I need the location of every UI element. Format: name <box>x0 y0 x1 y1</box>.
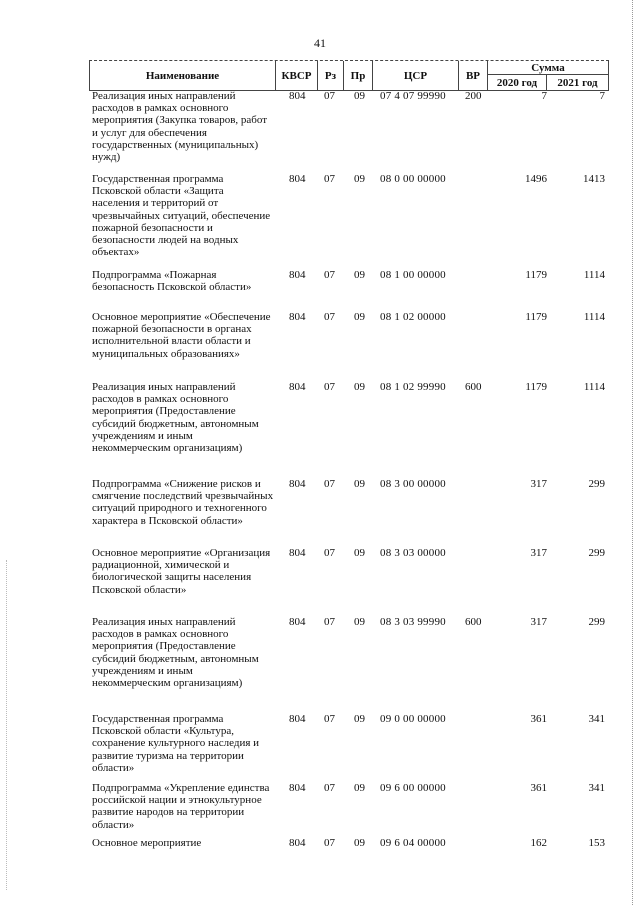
row-kvsr: 804 <box>289 311 306 323</box>
row-kvsr: 804 <box>289 837 306 849</box>
page-number: 41 <box>314 36 326 50</box>
row-2021: 299 <box>588 478 605 490</box>
row-csr: 09 0 00 00000 <box>380 713 446 725</box>
row-name: Подпрограмма «Снижение рисков и смягчение последствий чрезвычайных ситуаций природного и техногенного характера в Псковской области» <box>92 478 274 527</box>
row-name: Основное мероприятие «Обеспечение пожарной безопасности в органах исполнительной власти области и муниципальных образованиях» <box>92 311 271 360</box>
row-csr: 08 0 00 00000 <box>380 173 446 185</box>
row-pr: 09 <box>354 782 365 794</box>
row-pr: 09 <box>354 837 365 849</box>
table-row <box>0 547 640 616</box>
row-2021: 1114 <box>583 311 605 323</box>
row-rz: 07 <box>324 616 335 628</box>
row-rz: 07 <box>324 90 335 102</box>
row-rz: 07 <box>324 269 335 281</box>
row-name: Основное мероприятие <box>92 837 202 849</box>
row-pr: 09 <box>354 547 365 559</box>
table-row <box>0 837 640 857</box>
row-name: Подпрограмма «Укрепление единства российской нации и этнокультурное развитие народов на территории области» <box>92 782 270 831</box>
row-kvsr: 804 <box>289 90 306 102</box>
row-kvsr: 804 <box>289 547 306 559</box>
row-csr: 08 1 00 00000 <box>380 269 446 281</box>
row-name: Реализация иных направлений расходов в рамках основного мероприятия (Предоставление субсидий бюджетным, автономным учреждениям и иным некоммерческим организациям) <box>92 616 259 690</box>
row-name: Реализация иных направлений расходов в рамках основного мероприятия (Предоставление субсидий бюджетным, автономным учреждениям и иным некоммерческим организациям) <box>92 381 259 455</box>
row-pr: 09 <box>354 713 365 725</box>
row-2020: 317 <box>530 478 547 490</box>
header-year-2020: 2020 год <box>488 75 547 90</box>
row-name: Реализация иных направлений расходов в рамках основного мероприятия (Закупка товаров, работ и услуг для обеспечения государственных (муниципальных) нужд) <box>92 90 268 164</box>
table-row <box>0 90 640 173</box>
table-row <box>0 616 640 713</box>
row-kvsr: 804 <box>289 173 306 185</box>
row-name: Основное мероприятие «Организация радиационной, химической и биологической защиты населения Псковской области» <box>92 547 271 596</box>
row-csr: 07 4 07 99990 <box>380 90 446 102</box>
row-2020: 361 <box>530 782 547 794</box>
table-row <box>0 269 640 311</box>
row-2020: 7 <box>541 90 547 102</box>
row-2021: 341 <box>588 782 605 794</box>
row-2020: 361 <box>530 713 547 725</box>
header-csr: ЦСР <box>373 61 459 90</box>
row-2020: 162 <box>530 837 547 849</box>
row-2021: 299 <box>588 547 605 559</box>
header-vr: ВР <box>459 61 488 90</box>
row-rz: 07 <box>324 173 335 185</box>
header-pr: Пр <box>344 61 373 90</box>
row-2021: 153 <box>588 837 605 849</box>
table-row <box>0 381 640 478</box>
header-sum: Сумма <box>488 61 609 75</box>
row-2020: 1179 <box>525 269 547 281</box>
header-year-2021: 2021 год <box>547 75 609 90</box>
row-2020: 317 <box>530 547 547 559</box>
row-kvsr: 804 <box>289 616 306 628</box>
table-row <box>0 713 640 782</box>
row-pr: 09 <box>354 173 365 185</box>
row-rz: 07 <box>324 713 335 725</box>
row-name: Государственная программа Псковской области «Культура, сохранение культурного наследия и развитие туризма на территории области» <box>92 713 260 774</box>
row-2021: 1114 <box>583 381 605 393</box>
row-name: Государственная программа Псковской области «Защита населения и территорий от чрезвычайных ситуаций, обеспечение пожарной безопасности и безопасности людей на водных объектах» <box>92 173 271 259</box>
row-kvsr: 804 <box>289 269 306 281</box>
row-csr: 08 1 02 00000 <box>380 311 446 323</box>
row-pr: 09 <box>354 269 365 281</box>
row-csr: 09 6 00 00000 <box>380 782 446 794</box>
row-pr: 09 <box>354 90 365 102</box>
table-body <box>0 90 640 857</box>
scan-edge-right <box>632 0 633 905</box>
row-pr: 09 <box>354 381 365 393</box>
row-2020: 1179 <box>525 311 547 323</box>
row-2021: 7 <box>599 90 605 102</box>
row-2020: 317 <box>530 616 547 628</box>
header-name: Наименование <box>90 61 276 90</box>
row-2021: 1413 <box>583 173 605 185</box>
row-rz: 07 <box>324 837 335 849</box>
row-rz: 07 <box>324 547 335 559</box>
row-kvsr: 804 <box>289 782 306 794</box>
header-kvsr: КВСР <box>276 61 318 90</box>
row-vr: 600 <box>465 381 482 393</box>
row-csr: 08 1 02 99990 <box>380 381 446 393</box>
row-rz: 07 <box>324 381 335 393</box>
row-vr: 600 <box>465 616 482 628</box>
table-row <box>0 311 640 381</box>
table-row <box>0 782 640 837</box>
table-row <box>0 478 640 547</box>
row-2020: 1496 <box>525 173 547 185</box>
row-rz: 07 <box>324 782 335 794</box>
row-rz: 07 <box>324 478 335 490</box>
table-row <box>0 173 640 269</box>
row-vr: 200 <box>465 90 482 102</box>
row-2021: 1114 <box>583 269 605 281</box>
row-rz: 07 <box>324 311 335 323</box>
row-kvsr: 804 <box>289 713 306 725</box>
row-pr: 09 <box>354 478 365 490</box>
row-kvsr: 804 <box>289 381 306 393</box>
row-name: Подпрограмма «Пожарная безопасность Псковской области» <box>92 269 252 294</box>
row-csr: 08 3 03 99990 <box>380 616 446 628</box>
table-header <box>89 60 609 91</box>
row-csr: 08 3 00 00000 <box>380 478 446 490</box>
row-pr: 09 <box>354 311 365 323</box>
scan-edge-left <box>6 560 7 890</box>
row-2021: 299 <box>588 616 605 628</box>
row-pr: 09 <box>354 616 365 628</box>
row-kvsr: 804 <box>289 478 306 490</box>
row-2021: 341 <box>588 713 605 725</box>
row-csr: 08 3 03 00000 <box>380 547 446 559</box>
header-rz: Рз <box>318 61 344 90</box>
row-2020: 1179 <box>525 381 547 393</box>
row-csr: 09 6 04 00000 <box>380 837 446 849</box>
